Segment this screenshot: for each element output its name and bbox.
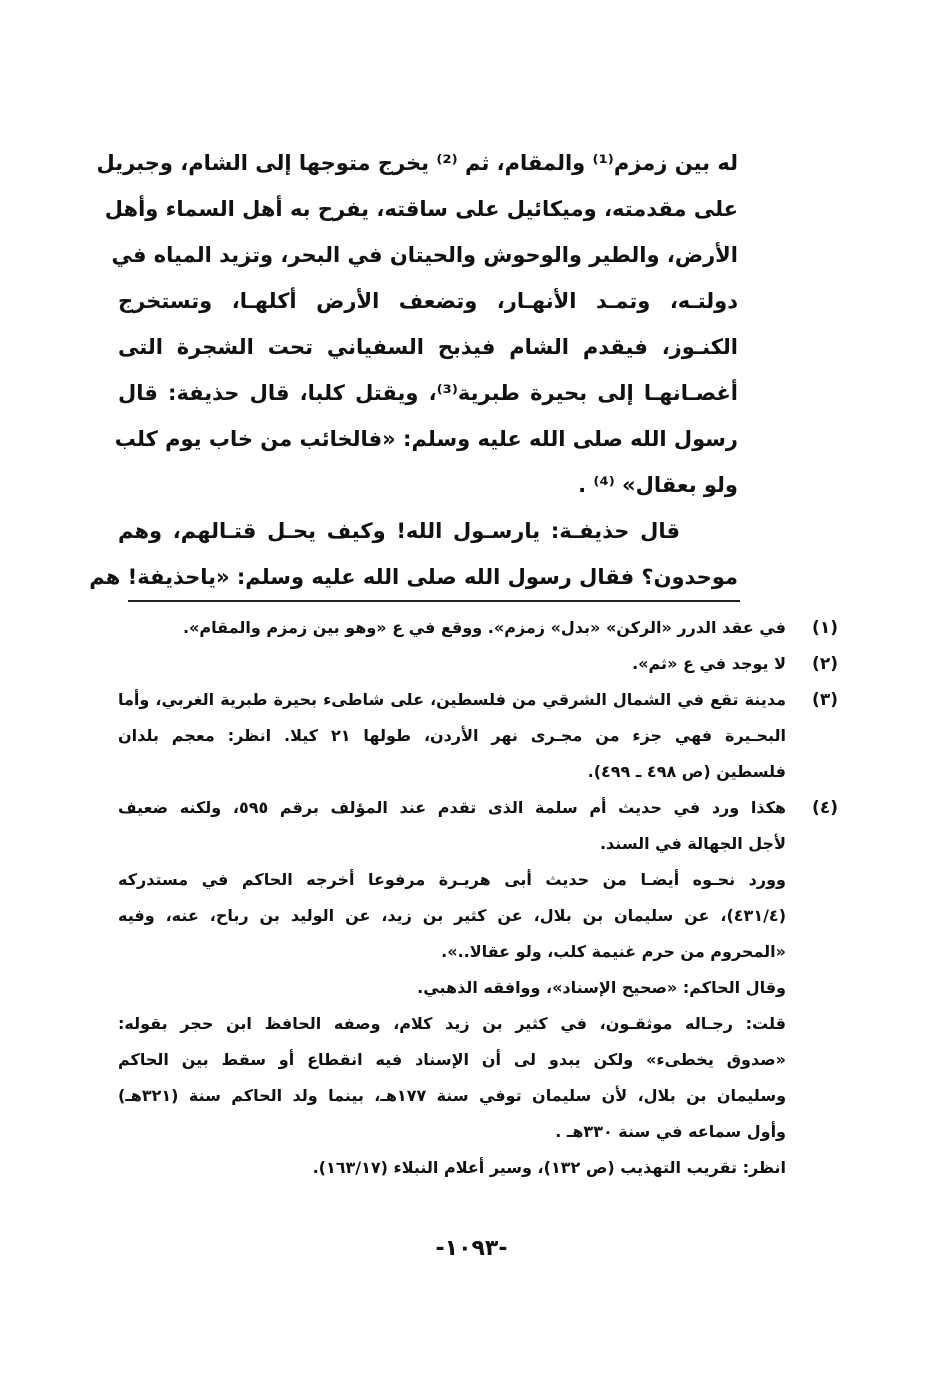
footnote-line: لأجل الجهالة في السند.	[599, 834, 786, 853]
main-line: له بين زمزم⁽¹⁾ والمقام، ثم ⁽²⁾ يخرج متوجها إلى الشام، وجبريل	[96, 151, 738, 175]
footnotes	[118, 610, 838, 1186]
main-text	[89, 140, 738, 600]
footnote-line: قلت: رجـاله موثقـون، في كثير بن زيد كلام، وصفه الحافظ ابن حجر بقوله:	[118, 1014, 786, 1033]
footnote-line: البحـيرة فهي جزء من مجـرى نهر الأردن، طولها ٢١ كيلا. انظر: معجم بلدان	[118, 726, 786, 745]
main-line: ولو بعقال» ⁽⁴⁾ .	[578, 473, 738, 497]
footnote-line: وسليمان بن بلال، لأن سليمان توفي سنة ١٧٧هـ، بينما ولد الحاكم سنة (٣٢١هـ)	[118, 1086, 787, 1105]
footnote-separator	[128, 600, 740, 602]
footnote-line: مدينة تقع في الشمال الشرقي من فلسطين، على شاطىء بحيرة طبرية الغربي، وأما	[118, 690, 786, 709]
footnote-line: هكذا ورد في حديث أم سلمة الذى تقدم عند المؤلف برقم ٥٩٥، ولكنه ضعيف	[118, 798, 786, 817]
footnote-number: (٣)	[812, 690, 838, 710]
footnote-line: «صدوق يخطىء» ولكن يبدو لى أن الإسناد فيه انقطاع أو سقط بين الحاكم	[118, 1050, 786, 1069]
main-line: الكنـوز، فيقدم الشام فيذبح السفياني تحت الشجرة التى	[118, 335, 738, 359]
footnote-number: (١)	[812, 618, 838, 638]
footnote	[118, 682, 838, 790]
footnote-line: وقال الحاكم: «صحيح الإسناد»، ووافقه الذهبي.	[417, 978, 786, 997]
footnote-line: انظر: تقريب التهذيب (ص ١٣٢)، وسير أعلام النبلاء (١٦٣/١٧).	[312, 1158, 786, 1177]
footnote-line: وورد نحـوه أيضـا من حديث أبى هريـرة مرفوعا أخرجه الحاكم في مستدركه	[118, 870, 786, 889]
footnote-line: فلسطين (ص ٤٩٨ ـ ٤٩٩).	[587, 762, 786, 781]
footnote	[118, 646, 838, 682]
footnote	[118, 610, 838, 646]
footnote-number: (٢)	[812, 654, 838, 674]
main-line: رسول الله صلى الله عليه وسلم: «فالخائب من خاب يوم كلب	[114, 427, 738, 451]
footnote-continuation	[118, 862, 838, 1186]
footnote-line: «المحروم من حرم غنيمة كلب، ولو عقالا..».	[441, 942, 786, 961]
footnote-line: في عقد الدرر «الركن» «بدل» زمزم». ووقع في ع «وهو بين زمزم والمقام».	[182, 618, 786, 637]
footnote-number: (٤)	[812, 798, 838, 818]
main-line: قال حذيفـة: يارسـول الله! وكيف يحـل قتـالهم، وهم	[118, 519, 680, 543]
footnote	[118, 790, 838, 862]
main-line: أغصـانهـا إلى بحيرة طبرية⁽³⁾، ويقتل كلبا، قال حذيفة: قال	[118, 381, 738, 405]
main-line: موحدون؟ فقال رسول الله صلى الله عليه وسلم: «ياحذيفة! هم	[89, 565, 738, 589]
page-number: -١٠٩٣-	[435, 1236, 508, 1261]
main-line: على مقدمته، وميكائيل على ساقته، يفرح به أهل السماء وأهل	[104, 197, 738, 221]
footnote-line: وأول سماعه في سنة ٣٣٠هـ .	[555, 1122, 786, 1141]
footnote-line: (٤٣١/٤)، عن سليمان بن بلال، عن كثير بن زيد، عن الوليد بن رباح، عنه، وفيه	[118, 906, 786, 925]
main-line: دولتـه، وتمـد الأنهـار، وتضعف الأرض أكلهـا، وتستخرج	[118, 289, 738, 313]
main-line: الأرض، والطير والوحوش والحيتان في البحر، وتزيد المياه في	[111, 243, 738, 267]
footnote-line: لا يوجد في ع «ثم».	[632, 654, 786, 673]
